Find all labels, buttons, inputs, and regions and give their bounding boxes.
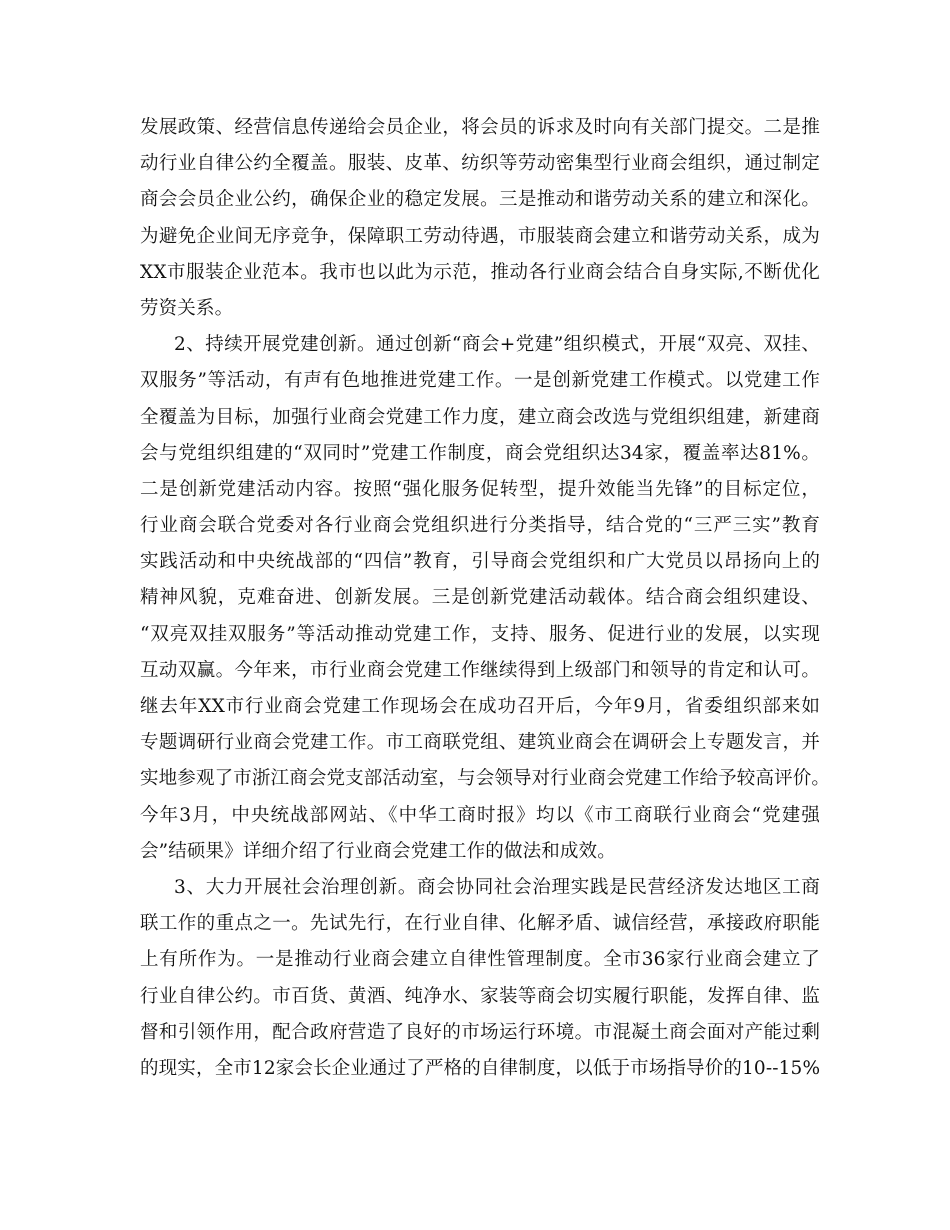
text-line: 互动双赢。今年来，市行业商会党建工作继续得到上级部门和领导的肯定和认可。 <box>140 659 820 681</box>
text-line: 二是创新党建活动内容。按照“强化服务促转型，提升效能当先锋”的目标定位， <box>140 478 820 500</box>
text-line: 继去年XX市行业商会党建工作现场会在成功召开后，今年9月，省委组织部来如 <box>140 696 820 717</box>
text-line: 会与党组织组建的“双同时”党建工作制度，商会党组织达34家，覆盖率达81%。 <box>140 442 820 464</box>
body-text <box>140 110 831 1087</box>
text-line: 督和引领作用，配合政府营造了良好的市场运行环境。市混凝土商会面对产能过剩 <box>140 1021 820 1043</box>
text-line: 商会会员企业公约，确保企业的稳定发展。三是推动和谐劳动关系的建立和深化。 <box>140 189 820 211</box>
text-line: 行业商会联合党委对各行业商会党组织进行分类指导，结合党的“三严三实”教育 <box>140 515 820 537</box>
text-line: 实践活动和中央统战部的“四信”教育，引导商会党组织和广大党员以昂扬向上的 <box>140 551 820 573</box>
text-line: “双亮双挂双服务”等活动推动党建工作，支持、服务、促进行业的发展，以实现 <box>140 623 820 645</box>
text-line: XX市服装企业范本。我市也以此为示范，推动各行业商会结合自身实际,不断优化 <box>140 261 820 283</box>
text-line: 动行业自律公约全覆盖。服装、皮革、纺织等劳动密集型行业商会组织，通过制定 <box>140 153 820 175</box>
text-line: 上有所作为。一是推动行业商会建立自律性管理制度。全市36家行业商会建立了 <box>140 949 820 971</box>
text-line: 联工作的重点之一。先试先行，在行业自律、化解矛盾、诚信经营，承接政府职能 <box>140 913 820 935</box>
text-line: 专题调研行业商会党建工作。市工商联党组、建筑业商会在调研会上专题发言，并 <box>140 732 820 754</box>
text-line: 会”结硕果》详细介绍了行业商会党建工作的做法和成效。 <box>140 840 616 862</box>
text-line: 行业自律公约。市百货、黄酒、纯净水、家装等商会切实履行职能，发挥自律、监 <box>140 985 820 1007</box>
text-line: 今年3月，中央统战部网站、《中华工商时报》均以《市工商联行业商会“党建强 <box>140 804 820 826</box>
text-line: 的现实，全市12家会长企业通过了严格的自律制度，以低于市场指导价的10--15% <box>140 1057 821 1079</box>
text-line: 双服务”等活动，有声有色地推进党建工作。一是创新党建工作模式。以党建工作 <box>140 370 820 392</box>
text-line: 发展政策、经营信息传递给会员企业，将会员的诉求及时向有关部门提交。二是推 <box>140 117 820 138</box>
paragraph-first-line: 2、持续开展党建创新。通过创新“商会+党建”组织模式，开展“双亮、双挂、 <box>174 334 820 356</box>
text-line: 精神风貌，克难奋进、创新发展。三是创新党建活动载体。结合商会组织建设、 <box>140 587 820 609</box>
text-line: 全覆盖为目标，加强行业商会党建工作力度，建立商会改选与党组织组建，新建商 <box>140 406 820 428</box>
paragraph-first-line: 3、大力开展社会治理创新。商会协同社会治理实践是民营经济发达地区工商 <box>174 876 820 898</box>
text-line: 实地参观了市浙江商会党支部活动室，与会领导对行业商会党建工作给予较高评价。 <box>140 768 831 790</box>
text-line: 劳资关系。 <box>140 297 234 319</box>
text-line: 为避免企业间无序竞争，保障职工劳动待遇，市服装商会建立和谐劳动关系，成为 <box>140 225 820 247</box>
